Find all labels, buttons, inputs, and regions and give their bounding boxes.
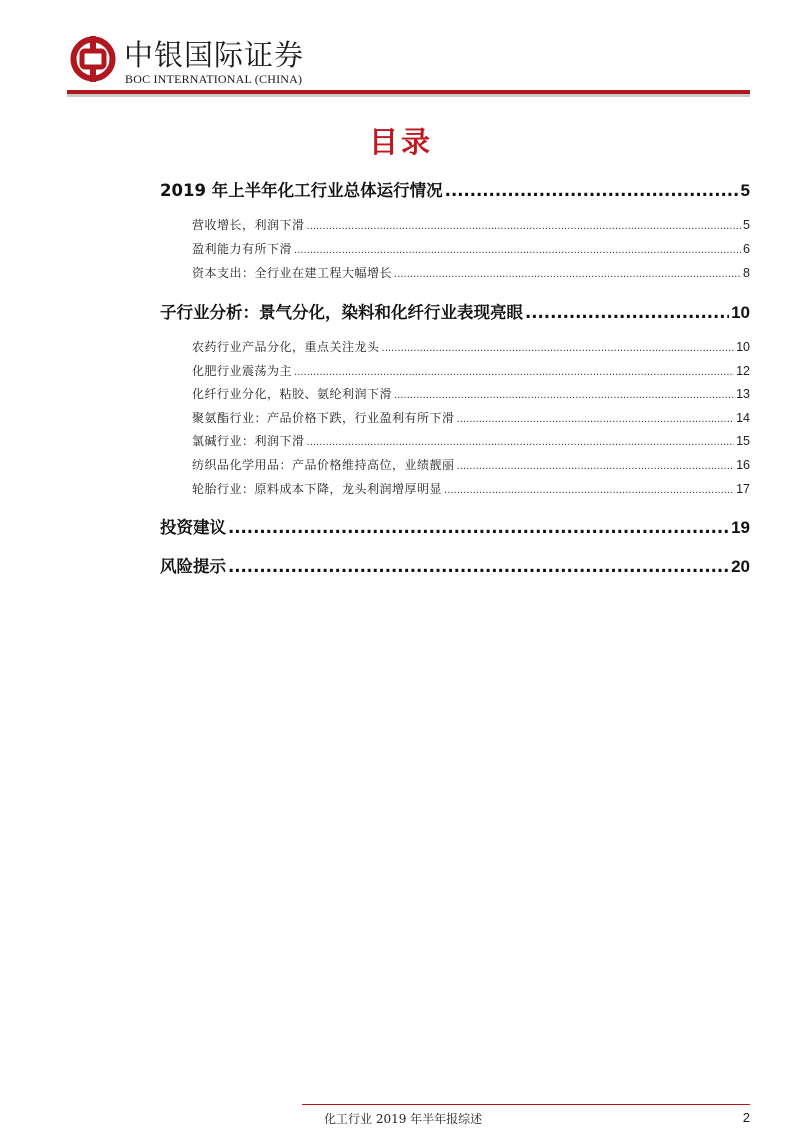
toc-entry-subsection[interactable] — [192, 240, 750, 258]
brand-name-en: BOC INTERNATIONAL (CHINA) — [125, 72, 303, 86]
toc-entry-subsection[interactable] — [192, 216, 750, 234]
toc-entry-label: 投资建议 — [160, 518, 226, 537]
toc-leader-dots — [228, 518, 729, 537]
toc-entry-label: 轮胎行业：原料成本下降，龙头利润增厚明显 — [192, 482, 443, 496]
header-divider-shadow — [67, 94, 750, 97]
toc-entry-subsection[interactable] — [192, 456, 750, 474]
toc-entry-page: 6 — [743, 242, 750, 256]
toc-entry-label: 风险提示 — [160, 557, 226, 576]
toc-leader-dots — [228, 557, 729, 576]
toc-entry-page: 5 — [743, 218, 750, 232]
toc-entry-page: 15 — [736, 434, 750, 448]
toc-entry-label: 纺织品化学用品：产品价格维持高位，业绩靓丽 — [192, 458, 455, 472]
toc-entry-page: 10 — [731, 303, 750, 322]
toc-entry-label: 资本支出：全行业在建工程大幅增长 — [192, 266, 393, 280]
toc-title: 目录 — [368, 125, 433, 159]
toc-entry-section[interactable] — [160, 553, 750, 577]
footer-report-title: 化工行业 2019 年半年报综述 — [324, 1112, 483, 1126]
toc-entry-subsection[interactable] — [192, 338, 750, 356]
toc-entry-subsection[interactable] — [192, 385, 750, 403]
toc-entry-page: 14 — [736, 411, 750, 425]
toc-entry-page: 16 — [736, 458, 750, 472]
toc-entry-label: 营收增长，利润下滑 — [192, 218, 305, 232]
toc-leader-dots — [444, 485, 734, 496]
toc-entry-page: 12 — [736, 364, 750, 378]
toc-entry-label: 盈利能力有所下滑 — [192, 242, 293, 256]
toc-entry-label: 子行业分析：景气分化，染料和化纤行业表现亮眼 — [160, 303, 523, 322]
toc-entry-page: 19 — [731, 518, 750, 537]
toc-leader-dots — [394, 390, 734, 401]
toc-leader-dots — [457, 461, 735, 472]
toc-entry-section[interactable] — [160, 514, 750, 538]
brand-name-cn: 中银国际证券 — [124, 38, 305, 72]
toc-entry-subsection[interactable] — [192, 264, 750, 282]
toc-entry-subsection[interactable] — [192, 362, 750, 380]
toc-entry-page: 8 — [743, 266, 750, 280]
toc-entry-page: 5 — [740, 181, 750, 200]
toc-leader-dots — [457, 414, 735, 425]
page-header — [0, 0, 802, 100]
toc-entry-label: 化纤行业分化，粘胶、氨纶利润下滑 — [192, 387, 393, 401]
toc-entry-section[interactable] — [160, 177, 750, 201]
footer-divider — [302, 1104, 750, 1105]
toc-entry-page: 17 — [736, 482, 750, 496]
toc-leader-dots — [382, 343, 735, 354]
toc-leader-dots — [294, 245, 741, 256]
footer-page-number: 2 — [742, 1110, 750, 1125]
toc-entry-subsection[interactable] — [192, 432, 750, 450]
toc-leader-dots — [525, 303, 729, 322]
toc-leader-dots — [307, 437, 735, 448]
toc-entry-section[interactable] — [160, 299, 750, 323]
toc-leader-dots — [294, 367, 734, 378]
toc-leader-dots — [445, 181, 739, 200]
boc-logo-icon — [70, 36, 116, 82]
toc-leader-dots — [307, 221, 742, 232]
toc-entry-label: 氯碱行业：利润下滑 — [192, 434, 305, 448]
toc-entry-page: 13 — [736, 387, 750, 401]
toc-entry-label: 化肥行业震荡为主 — [192, 364, 293, 378]
toc-entry-label: 聚氨酯行业：产品价格下跌，行业盈利有所下滑 — [192, 411, 455, 425]
toc-entry-page: 20 — [731, 557, 750, 576]
toc-entry-label: 农药行业产品分化，重点关注龙头 — [192, 340, 380, 354]
toc-entry-page: 10 — [736, 340, 750, 354]
toc-entry-label: 2019 年上半年化工行业总体运行情况 — [160, 181, 443, 200]
toc-leader-dots — [394, 269, 741, 280]
toc-entry-subsection[interactable] — [192, 409, 750, 427]
toc-entry-subsection[interactable] — [192, 480, 750, 498]
